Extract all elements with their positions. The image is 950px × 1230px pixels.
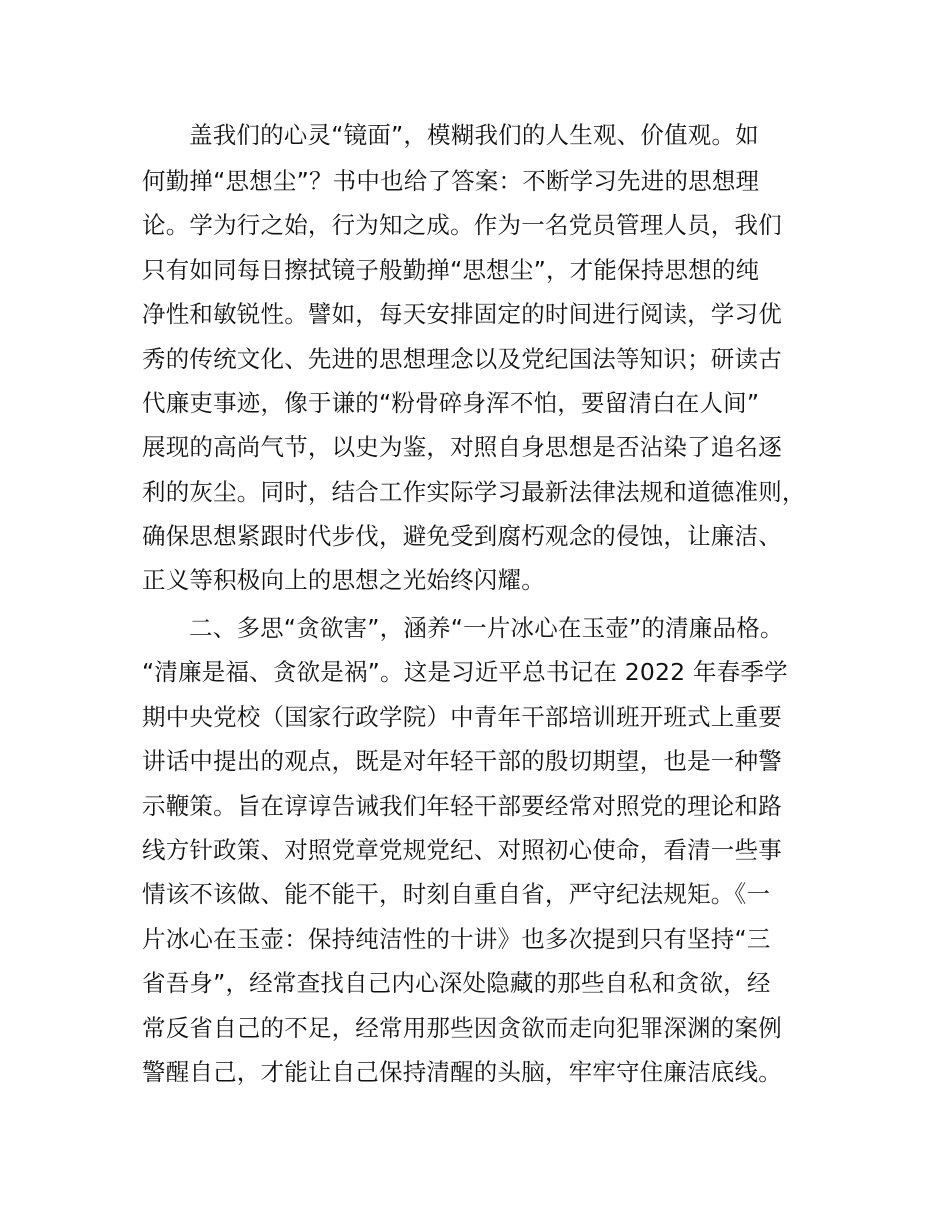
paragraph-2-line-11: 警醒自己，才能让自己保持清醒的头脑，牢牢守住廉洁底线。	[142, 1058, 782, 1086]
paragraph-1-line-1: 盖我们的心灵“镜面”，模糊我们的人生观、价值观。如	[189, 121, 759, 149]
paragraph-2-line-4: 讲话中提出的观点，既是对年轻干部的殷切期望，也是一种警	[142, 747, 782, 775]
paragraph-1-line-6: 秀的传统文化、先进的思想理念以及党纪国法等知识；研读古	[142, 345, 782, 373]
paragraph-2-line-7: 情该不该做、能不能干，时刻自重自省，严守纪法规矩。《一	[142, 880, 771, 908]
paragraph-2-line-10: 常反省自己的不足，经常用那些因贪欲而走向犯罪深渊的案例	[142, 1014, 782, 1042]
paragraph-1-line-11: 正义等积极向上的思想之光始终闪耀。	[142, 566, 545, 594]
paragraph-2-line-1: 二、多思“贪欲害”，涵养“一片冰心在玉壶”的清廉品格。	[189, 614, 784, 642]
paragraph-1-line-9: 利的灰尘。同时，结合工作实际学习最新法律法规和道德准则，	[142, 478, 806, 506]
paragraph-2-line-6: 线方针政策、对照党章党规党纪、对照初心使命，看清一些事	[142, 836, 782, 864]
paragraph-2-line-3: 期中央党校（国家行政学院）中青年干部培训班开班式上重要	[142, 703, 782, 731]
paragraph-1-line-3: 论。学为行之始，行为知之成。作为一名党员管理人员，我们	[142, 211, 782, 239]
paragraph-2-line-5: 示鞭策。旨在谆谆告诫我们年轻干部要经常对照党的理论和路	[142, 792, 782, 820]
paragraph-2-line-9: 省吾身”，经常查找自己内心深处隐藏的那些自私和贪欲，经	[142, 969, 771, 997]
paragraph-1-line-8: 展现的高尚气节，以史为鉴，对照自身思想是否沾染了追名逐	[142, 433, 782, 461]
paragraph-1-line-5: 净性和敏锐性。譬如，每天安排固定的时间进行阅读，学习优	[142, 300, 782, 328]
paragraph-2-line-2: “清廉是福、贪欲是祸”。这是习近平总书记在 2022 年春季学	[142, 658, 788, 686]
paragraph-2-line-8: 片冰心在玉壶：保持纯洁性的十讲》也多次提到只有坚持“三	[142, 925, 771, 953]
paragraph-1-line-4: 只有如同每日擦拭镜子般勤掸“思想尘”，才能保持思想的纯	[142, 256, 760, 284]
paragraph-1-line-10: 确保思想紧跟时代步伐，避免受到腐朽观念的侵蚀，让廉洁、	[142, 522, 782, 550]
paragraph-1-line-2: 何勤掸“思想尘”？书中也给了答案：不断学习先进的思想理	[142, 167, 760, 195]
paragraph-1-line-7: 代廉吏事迹，像于谦的“粉骨碎身浑不怕，要留清白在人间”	[142, 389, 760, 417]
